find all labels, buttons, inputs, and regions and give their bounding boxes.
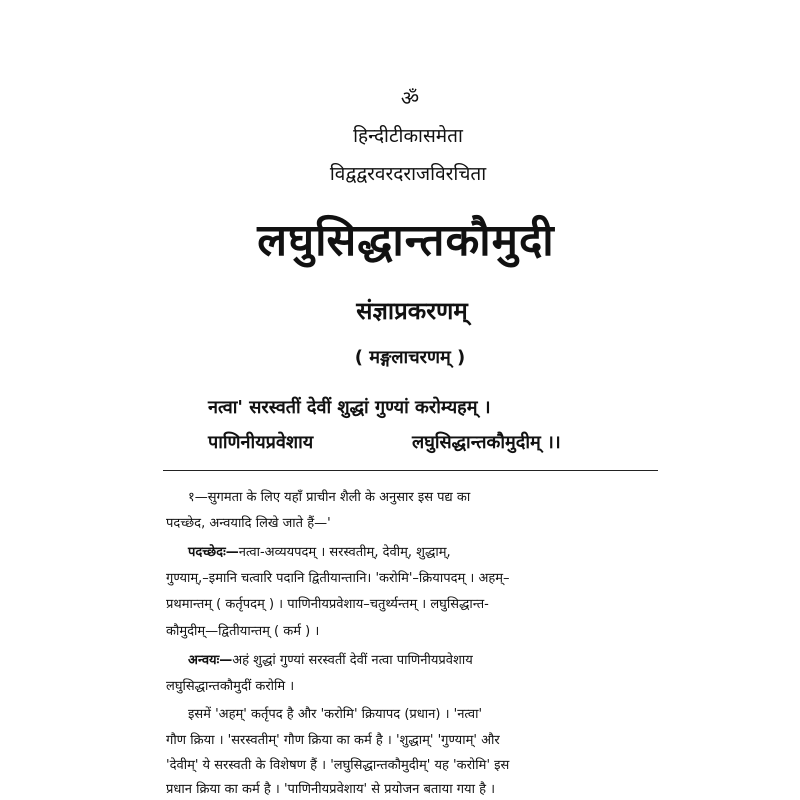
subtitle-with-hindi-commentary: हिन्दीटीकासमेता <box>353 125 463 147</box>
padaccheda-label: पदच्छेदः— <box>188 545 239 560</box>
commentary-line: इसमें 'अहम्' कर्तृपद है और 'करोमि' क्रियापद (प्रधान) । 'नत्वा' <box>188 707 483 722</box>
commentary-line <box>166 651 680 671</box>
subtitle-author: विद्वद्वरवरदराजविरचिता <box>329 163 487 185</box>
commentary-line: कौमुदीम्—द्वितीयान्तम् ( कर्म ) । <box>166 624 320 639</box>
commentary-line: १—सुगमता के लिए यहाँ प्राचीन शैली के अनुसार इस पद्य का <box>188 490 471 505</box>
commentary-line: प्रथमान्तम् ( कर्तृपदम् ) । पाणिनीयप्रवेशाय–चतुर्थ्यन्तम् । लघुसिद्धान्त- <box>166 597 489 612</box>
commentary-line <box>166 543 680 563</box>
om-symbol: ॐ <box>400 86 420 110</box>
commentary-line: 'देवीम्' ये सरस्वती के विशेषण हैं । 'लघुसिद्धान्तकौमुदीम्' यह 'करोमि' इस <box>166 758 510 773</box>
section-heading: संज्ञाप्रकरणम् <box>356 297 468 325</box>
commentary-line: गौण क्रिया । 'सरस्वतीम्' गौण क्रिया का कर्म है । 'शुद्धाम्' 'गुण्याम्' और <box>166 733 500 748</box>
mangala-heading: ( मङ्गलाचरणम् ) <box>354 347 466 368</box>
verse-line-1: नत्वा' सरस्वतीं देवीं शुद्धां गुण्यां करोम्यहम् । <box>208 397 491 418</box>
commentary-text: नत्वा-अव्ययपदम् । सरस्वतीम्, देवीम्, शुद्धाम्, <box>238 545 451 560</box>
commentary-line: प्रधान क्रिया का कर्म है । 'पाणिनीयप्रवेशाय' से प्रयोजन बताया गया है । <box>166 782 496 797</box>
book-title: लघुसिद्धान्तकौमुदी <box>257 215 555 266</box>
commentary-text: अहं शुद्धां गुण्यां सरस्वतीं देवीं नत्वा पाणिनीयप्रवेशाय <box>232 653 473 668</box>
divider-rule <box>163 470 658 471</box>
commentary-line: लघुसिद्धान्तकौमुदीं करोमि । <box>166 679 295 694</box>
commentary-line: गुण्याम्,–इमानि चत्वारि पदानि द्वितीयान्तानि। 'करोमि'–क्रियापदम् । अहम्– <box>166 571 510 586</box>
anvaya-label: अन्वयः— <box>188 653 233 668</box>
verse-line-2-part-b: लघुसिद्धान्तकौमुदीम् ।। <box>412 432 561 453</box>
commentary-line: पदच्छेद, अन्वयादि लिखे जाते हैं—' <box>166 516 331 531</box>
verse-line-2-part-a: पाणिनीयप्रवेशाय <box>208 432 314 453</box>
